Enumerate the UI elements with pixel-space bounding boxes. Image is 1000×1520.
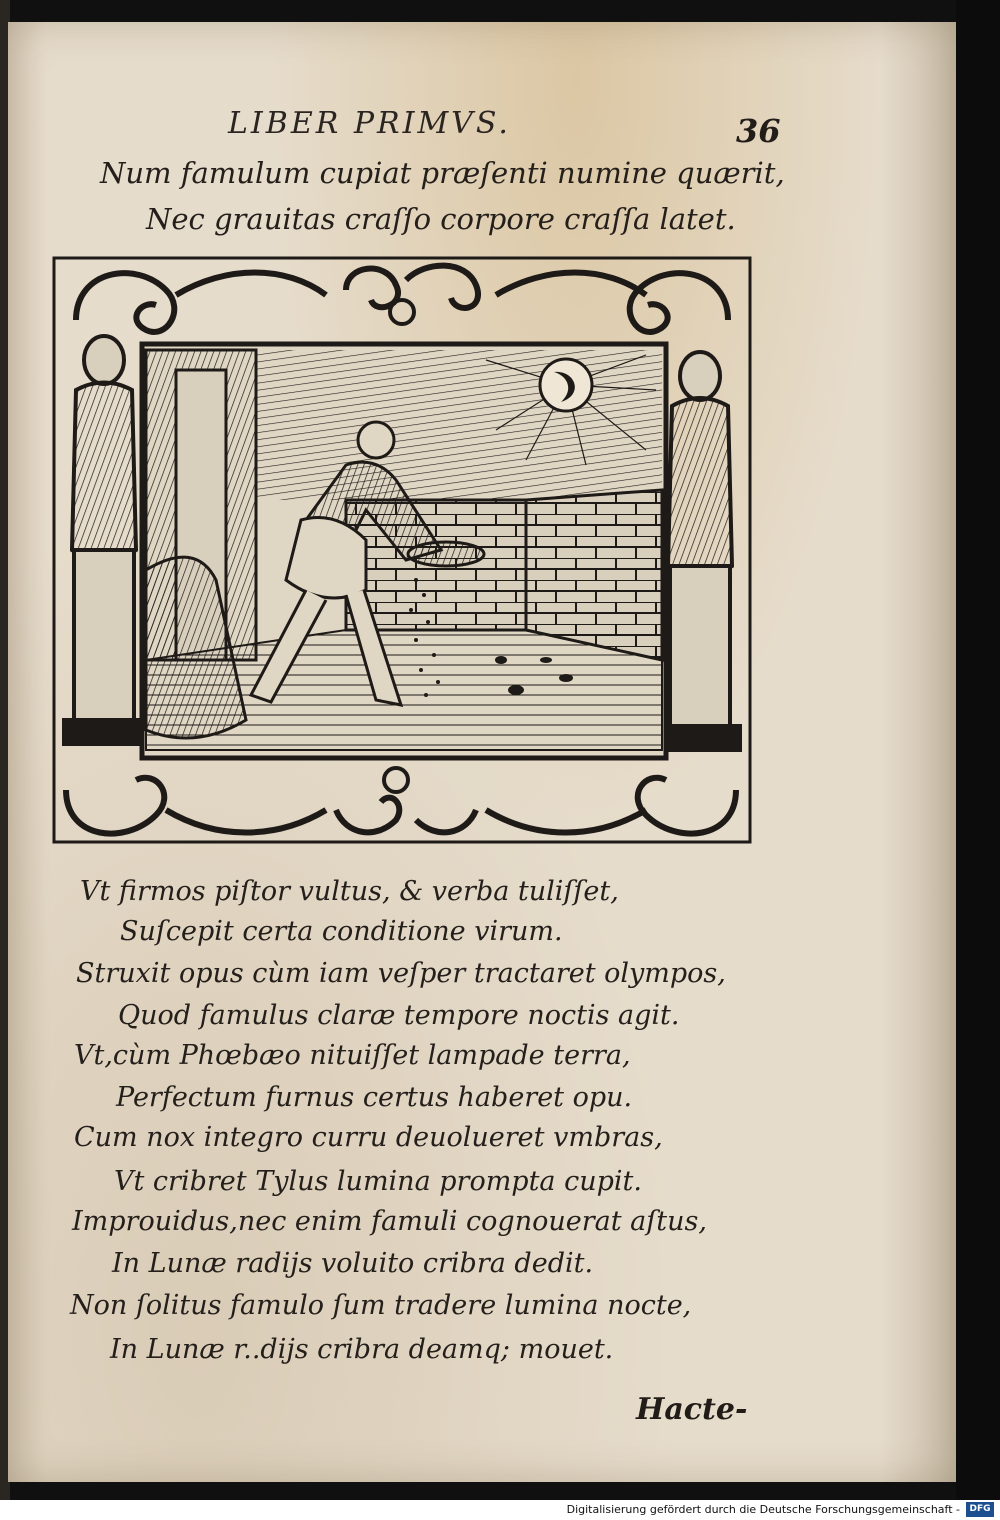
running-head: LIBER PRIMVS. [228,106,511,141]
top-verse-line: Nec grauitas craſſo corpore craſſa latet. [146,202,736,236]
verse-line: In Lunæ r..dijs cribra deamq; mouet. [110,1334,614,1365]
verse-line: Suſcepit certa conditione virum. [120,916,563,947]
dfg-logo: DFG [966,1502,994,1517]
verse-line: In Lunæ radijs voluito cribra dedit. [112,1248,594,1279]
verse-line: Struxit opus cùm iam veſper tractaret olympos, [76,958,726,989]
footer-bar [0,1500,1000,1520]
verse-line: Cum nox integro curru deuolueret vmbras, [74,1122,663,1153]
verse-line: Improuidus,nec enim famuli cognouerat aſtus, [72,1206,707,1237]
verse-line: Quod famulus claræ tempore noctis agit. [118,1000,680,1031]
verse-line: Perfectum furnus certus haberet opu. [116,1082,633,1113]
book-edge-right [956,0,1000,1500]
verse-line: Non ſolitus famulo ſum tradere lumina nocte, [70,1290,692,1321]
verse-line: Vt firmos piſtor vultus, & verba tuliſſet, [80,876,619,907]
verse-line: Vt,cùm Phœbæo nituiſſet lampade terra, [74,1040,631,1071]
catchword: Hactе- [636,1392,748,1427]
page-number: 36 [736,112,781,150]
footer-credit: Digitalisierung gefördert durch die Deutsche Forschungsgemeinschaft - [566,1503,960,1516]
verse-line: Vt cribret Tylus lumina prompta cupit. [114,1166,642,1197]
top-verse-line: Num famulum cupiat præſenti numine quærit, [100,156,785,190]
woodcut-sifter-moon-icon [46,250,758,850]
